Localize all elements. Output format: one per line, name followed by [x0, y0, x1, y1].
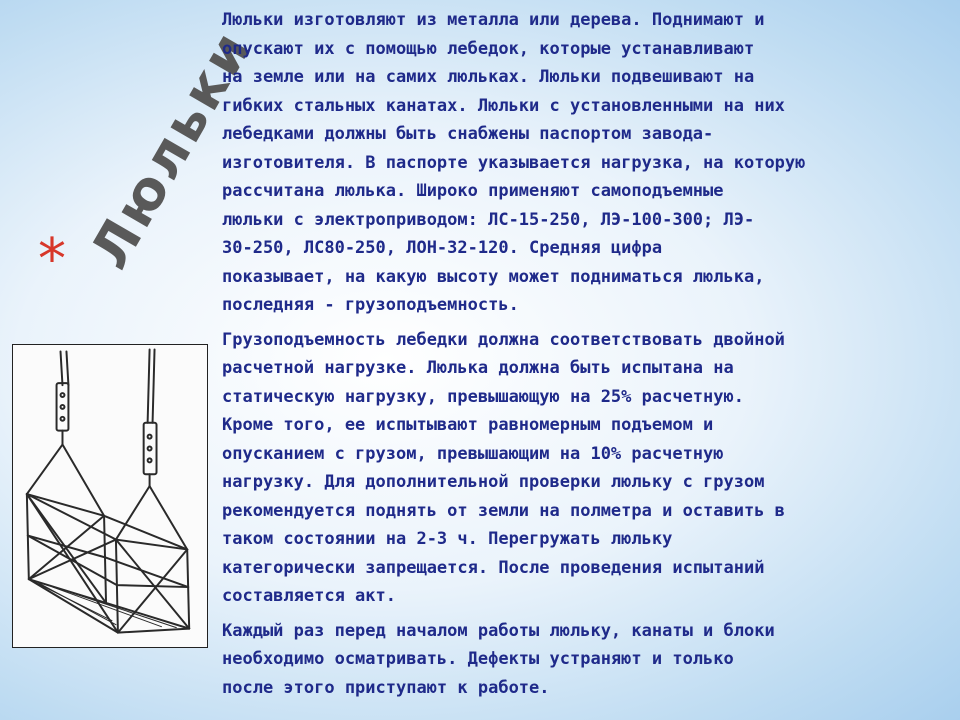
paragraph-load-testing: Грузоподъемность лебедки должна соответствовать двойной расчетной нагрузке. Люлька должна быть испытана на статическую нагрузку, превышающую на 25% расчетную. Кроме того, ее испытывают равномерным подъемом и опусканием с грузом, превышающим на 10% расчетную нагрузку. Для дополнительной проверки люльку с грузом рекомендуется поднять от земли на полметра и оставить в таком состоянии на 2-3 ч. Перегружать люльку категорически запрещается. После проведения испытаний составляется акт. [222, 329, 785, 606]
right-hanger-plate [144, 423, 157, 474]
left-cable [61, 351, 63, 385]
paragraph-cradles-overview: Люльки изготовляют из металла или дерева. Поднимают и опускают их с помощью лебедок, которые устанавливают на земле или на самих люльках. Люльки подвешивают на гибких стальных канатах. Люльки с установленными на них лебедками должны быть снабжены паспортом завода- изготовителя. В паспорте указывается нагрузка, на которую рассчитана люлька. Широко применяют самоподъемные люльки с электроприводом: ЛС-15-250, ЛЭ-100-300; ЛЭ- 30-250, ЛС80-250, ЛОН-32-120. Средняя цифра показывает, на какую высоту может подниматься люлька, последняя - грузоподъемность. [222, 10, 806, 315]
slide-title: Люльки [77, 19, 264, 280]
title-bullet-icon: * [38, 227, 66, 292]
paragraph-inspection: Каждый раз перед началом работы люльку, канаты и блоки необходимо осматривать. Дефекты устраняют и только после этого приступают к работе. [222, 620, 775, 698]
slide-body [222, 6, 944, 708]
right-cable [148, 350, 150, 423]
cradle-illustration [12, 344, 208, 648]
left-hanger-plate [57, 383, 69, 431]
cradle-drawing [13, 345, 207, 647]
